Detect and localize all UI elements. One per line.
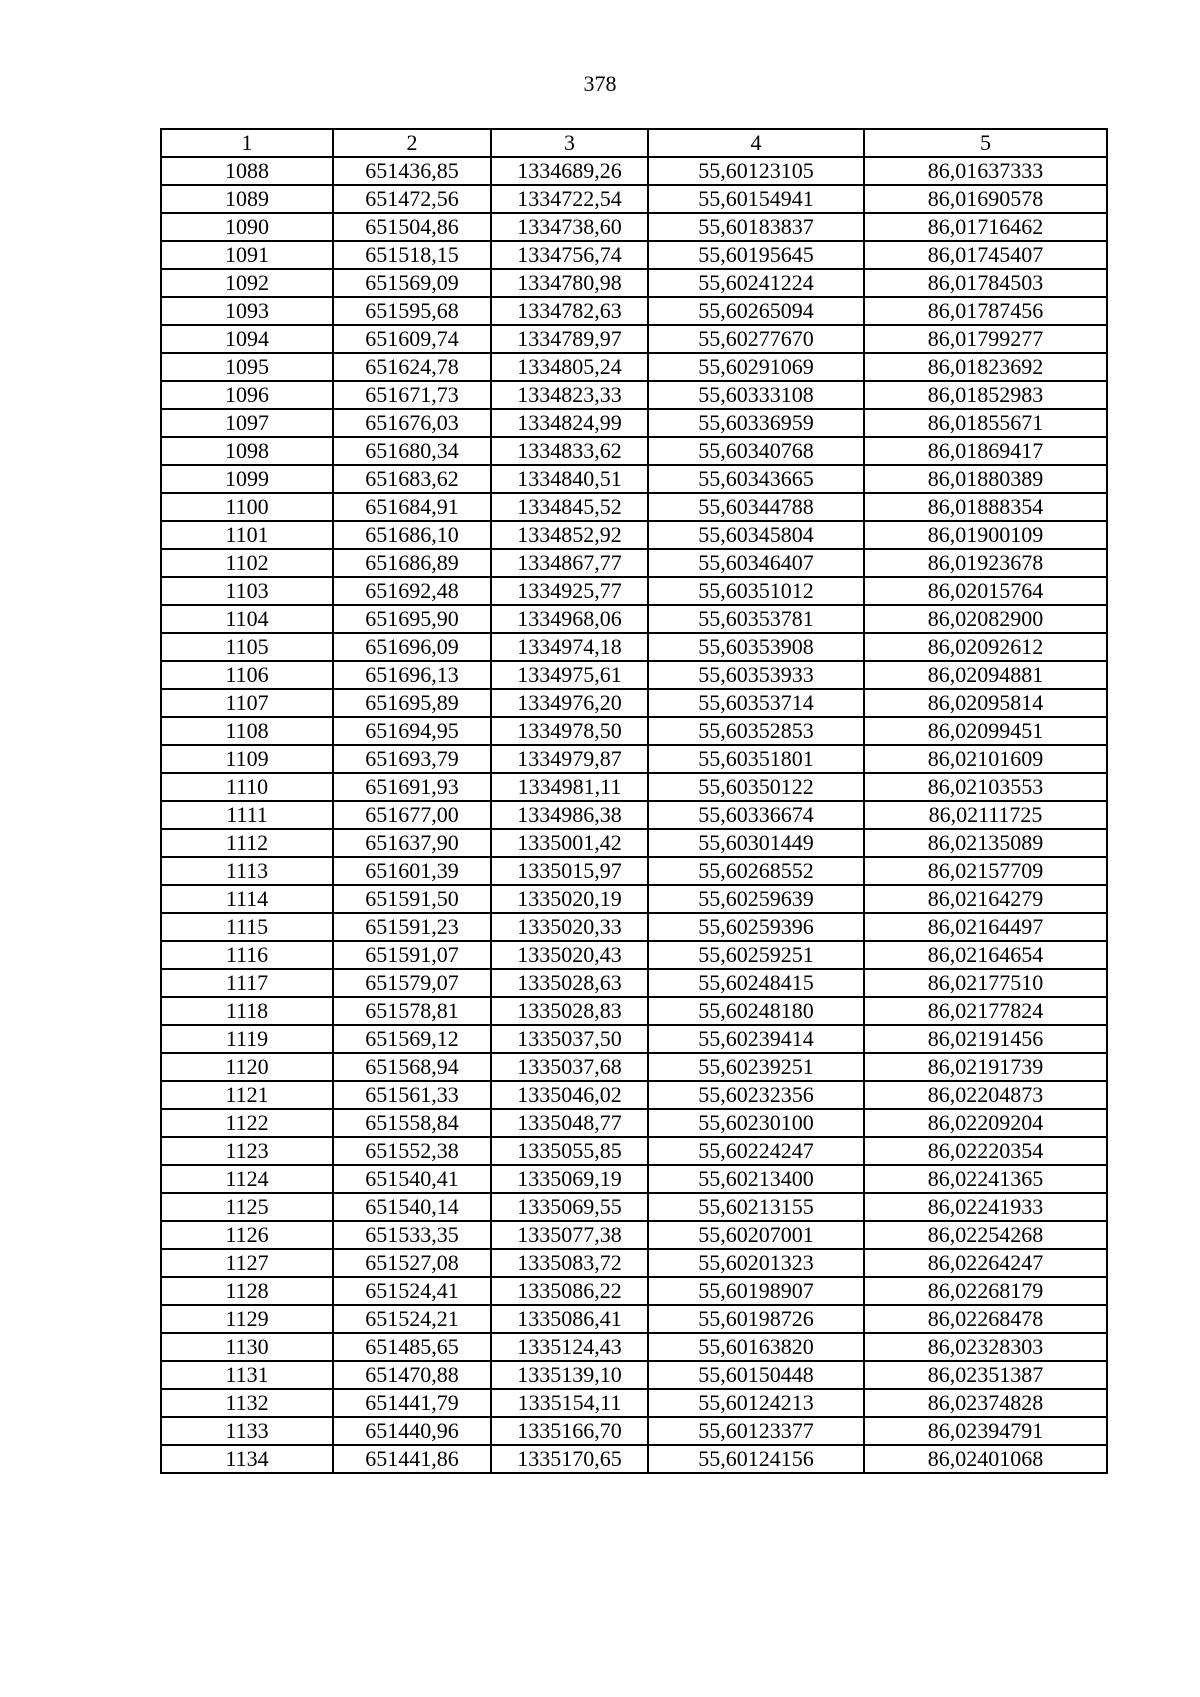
latitude-cell: 55,60340768 xyxy=(648,437,864,465)
x-coordinate-cell: 651527,08 xyxy=(333,1249,491,1277)
longitude-cell: 86,01880389 xyxy=(864,465,1107,493)
point-number-cell: 1109 xyxy=(161,745,333,773)
x-coordinate-cell: 651695,89 xyxy=(333,689,491,717)
x-coordinate-cell: 651671,73 xyxy=(333,381,491,409)
point-number-cell: 1117 xyxy=(161,969,333,997)
longitude-cell: 86,02191456 xyxy=(864,1025,1107,1053)
latitude-cell: 55,60232356 xyxy=(648,1081,864,1109)
longitude-cell: 86,01855671 xyxy=(864,409,1107,437)
longitude-cell: 86,02099451 xyxy=(864,717,1107,745)
point-number-cell: 1112 xyxy=(161,829,333,857)
latitude-cell: 55,60195645 xyxy=(648,241,864,269)
longitude-cell: 86,01690578 xyxy=(864,185,1107,213)
y-coordinate-cell: 1334867,77 xyxy=(491,549,648,577)
table-row xyxy=(161,829,1107,857)
x-coordinate-cell: 651533,35 xyxy=(333,1221,491,1249)
longitude-cell: 86,02177824 xyxy=(864,997,1107,1025)
column-header: 2 xyxy=(333,129,491,157)
table-row xyxy=(161,1277,1107,1305)
table-row xyxy=(161,185,1107,213)
y-coordinate-cell: 1335048,77 xyxy=(491,1109,648,1137)
table-row xyxy=(161,1249,1107,1277)
x-coordinate-cell: 651601,39 xyxy=(333,857,491,885)
point-number-cell: 1113 xyxy=(161,857,333,885)
table-row xyxy=(161,1221,1107,1249)
longitude-cell: 86,02394791 xyxy=(864,1417,1107,1445)
table-row xyxy=(161,633,1107,661)
point-number-cell: 1100 xyxy=(161,493,333,521)
page-number: 378 xyxy=(583,71,617,96)
latitude-cell: 55,60259639 xyxy=(648,885,864,913)
latitude-cell: 55,60265094 xyxy=(648,297,864,325)
y-coordinate-cell: 1334845,52 xyxy=(491,493,648,521)
longitude-cell: 86,02101609 xyxy=(864,745,1107,773)
y-coordinate-cell: 1334974,18 xyxy=(491,633,648,661)
latitude-cell: 55,60268552 xyxy=(648,857,864,885)
y-coordinate-cell: 1335086,41 xyxy=(491,1305,648,1333)
table-row xyxy=(161,521,1107,549)
point-number-cell: 1115 xyxy=(161,913,333,941)
x-coordinate-cell: 651470,88 xyxy=(333,1361,491,1389)
y-coordinate-cell: 1335124,43 xyxy=(491,1333,648,1361)
point-number-cell: 1132 xyxy=(161,1389,333,1417)
longitude-cell: 86,01799277 xyxy=(864,325,1107,353)
longitude-cell: 86,02220354 xyxy=(864,1137,1107,1165)
longitude-cell: 86,01888354 xyxy=(864,493,1107,521)
y-coordinate-cell: 1334968,06 xyxy=(491,605,648,633)
point-number-cell: 1096 xyxy=(161,381,333,409)
x-coordinate-cell: 651695,90 xyxy=(333,605,491,633)
point-number-cell: 1127 xyxy=(161,1249,333,1277)
y-coordinate-cell: 1335083,72 xyxy=(491,1249,648,1277)
y-coordinate-cell: 1334975,61 xyxy=(491,661,648,689)
y-coordinate-cell: 1335139,10 xyxy=(491,1361,648,1389)
latitude-cell: 55,60123377 xyxy=(648,1417,864,1445)
longitude-cell: 86,02082900 xyxy=(864,605,1107,633)
point-number-cell: 1106 xyxy=(161,661,333,689)
y-coordinate-cell: 1334925,77 xyxy=(491,577,648,605)
table-row xyxy=(161,1445,1107,1473)
table-row xyxy=(161,157,1107,185)
x-coordinate-cell: 651540,14 xyxy=(333,1193,491,1221)
table-row xyxy=(161,1109,1107,1137)
x-coordinate-cell: 651624,78 xyxy=(333,353,491,381)
y-coordinate-cell: 1335077,38 xyxy=(491,1221,648,1249)
x-coordinate-cell: 651568,94 xyxy=(333,1053,491,1081)
table-row xyxy=(161,1193,1107,1221)
x-coordinate-cell: 651595,68 xyxy=(333,297,491,325)
x-coordinate-cell: 651676,03 xyxy=(333,409,491,437)
table-row xyxy=(161,857,1107,885)
longitude-cell: 86,02111725 xyxy=(864,801,1107,829)
table-row xyxy=(161,913,1107,941)
y-coordinate-cell: 1335086,22 xyxy=(491,1277,648,1305)
y-coordinate-cell: 1335046,02 xyxy=(491,1081,648,1109)
y-coordinate-cell: 1335020,43 xyxy=(491,941,648,969)
y-coordinate-cell: 1335170,65 xyxy=(491,1445,648,1473)
point-number-cell: 1134 xyxy=(161,1445,333,1473)
table-row xyxy=(161,213,1107,241)
table-row xyxy=(161,1305,1107,1333)
table-row xyxy=(161,493,1107,521)
longitude-cell: 86,02094881 xyxy=(864,661,1107,689)
latitude-cell: 55,60230100 xyxy=(648,1109,864,1137)
x-coordinate-cell: 651540,41 xyxy=(333,1165,491,1193)
table-body xyxy=(161,157,1107,1473)
x-coordinate-cell: 651696,09 xyxy=(333,633,491,661)
y-coordinate-cell: 1335055,85 xyxy=(491,1137,648,1165)
latitude-cell: 55,60201323 xyxy=(648,1249,864,1277)
y-coordinate-cell: 1335028,83 xyxy=(491,997,648,1025)
longitude-cell: 86,02209204 xyxy=(864,1109,1107,1137)
latitude-cell: 55,60241224 xyxy=(648,269,864,297)
table-row xyxy=(161,1389,1107,1417)
x-coordinate-cell: 651558,84 xyxy=(333,1109,491,1137)
x-coordinate-cell: 651436,85 xyxy=(333,157,491,185)
x-coordinate-cell: 651591,50 xyxy=(333,885,491,913)
longitude-cell: 86,02328303 xyxy=(864,1333,1107,1361)
latitude-cell: 55,60345804 xyxy=(648,521,864,549)
x-coordinate-cell: 651524,41 xyxy=(333,1277,491,1305)
latitude-cell: 55,60353714 xyxy=(648,689,864,717)
point-number-cell: 1092 xyxy=(161,269,333,297)
table-header-row xyxy=(161,129,1107,157)
x-coordinate-cell: 651524,21 xyxy=(333,1305,491,1333)
y-coordinate-cell: 1334824,99 xyxy=(491,409,648,437)
latitude-cell: 55,60351801 xyxy=(648,745,864,773)
table-row xyxy=(161,661,1107,689)
point-number-cell: 1090 xyxy=(161,213,333,241)
point-number-cell: 1124 xyxy=(161,1165,333,1193)
point-number-cell: 1121 xyxy=(161,1081,333,1109)
longitude-cell: 86,02095814 xyxy=(864,689,1107,717)
point-number-cell: 1091 xyxy=(161,241,333,269)
y-coordinate-cell: 1334689,26 xyxy=(491,157,648,185)
table-row xyxy=(161,941,1107,969)
x-coordinate-cell: 651518,15 xyxy=(333,241,491,269)
point-number-cell: 1128 xyxy=(161,1277,333,1305)
x-coordinate-cell: 651683,62 xyxy=(333,465,491,493)
y-coordinate-cell: 1334979,87 xyxy=(491,745,648,773)
longitude-cell: 86,02164279 xyxy=(864,885,1107,913)
y-coordinate-cell: 1334978,50 xyxy=(491,717,648,745)
y-coordinate-cell: 1335015,97 xyxy=(491,857,648,885)
x-coordinate-cell: 651578,81 xyxy=(333,997,491,1025)
longitude-cell: 86,02264247 xyxy=(864,1249,1107,1277)
longitude-cell: 86,01900109 xyxy=(864,521,1107,549)
latitude-cell: 55,60259251 xyxy=(648,941,864,969)
longitude-cell: 86,02268179 xyxy=(864,1277,1107,1305)
longitude-cell: 86,01852983 xyxy=(864,381,1107,409)
x-coordinate-cell: 651552,38 xyxy=(333,1137,491,1165)
longitude-cell: 86,01823692 xyxy=(864,353,1107,381)
point-number-cell: 1103 xyxy=(161,577,333,605)
latitude-cell: 55,60248180 xyxy=(648,997,864,1025)
longitude-cell: 86,02135089 xyxy=(864,829,1107,857)
latitude-cell: 55,60213400 xyxy=(648,1165,864,1193)
y-coordinate-cell: 1335020,19 xyxy=(491,885,648,913)
longitude-cell: 86,02374828 xyxy=(864,1389,1107,1417)
y-coordinate-cell: 1335001,42 xyxy=(491,829,648,857)
column-header: 4 xyxy=(648,129,864,157)
point-number-cell: 1130 xyxy=(161,1333,333,1361)
table-row xyxy=(161,353,1107,381)
latitude-cell: 55,60353908 xyxy=(648,633,864,661)
table-row xyxy=(161,1417,1107,1445)
table-row xyxy=(161,605,1107,633)
point-number-cell: 1107 xyxy=(161,689,333,717)
latitude-cell: 55,60336959 xyxy=(648,409,864,437)
y-coordinate-cell: 1334833,62 xyxy=(491,437,648,465)
table-row xyxy=(161,577,1107,605)
x-coordinate-cell: 651686,89 xyxy=(333,549,491,577)
latitude-cell: 55,60351012 xyxy=(648,577,864,605)
latitude-cell: 55,60259396 xyxy=(648,913,864,941)
longitude-cell: 86,02191739 xyxy=(864,1053,1107,1081)
table-row xyxy=(161,1361,1107,1389)
point-number-cell: 1089 xyxy=(161,185,333,213)
x-coordinate-cell: 651441,79 xyxy=(333,1389,491,1417)
point-number-cell: 1111 xyxy=(161,801,333,829)
point-number-cell: 1101 xyxy=(161,521,333,549)
x-coordinate-cell: 651441,86 xyxy=(333,1445,491,1473)
x-coordinate-cell: 651691,93 xyxy=(333,773,491,801)
table-row xyxy=(161,885,1107,913)
longitude-cell: 86,01784503 xyxy=(864,269,1107,297)
y-coordinate-cell: 1335166,70 xyxy=(491,1417,648,1445)
x-coordinate-cell: 651696,13 xyxy=(333,661,491,689)
y-coordinate-cell: 1335037,68 xyxy=(491,1053,648,1081)
longitude-cell: 86,01923678 xyxy=(864,549,1107,577)
point-number-cell: 1088 xyxy=(161,157,333,185)
x-coordinate-cell: 651693,79 xyxy=(333,745,491,773)
table-row xyxy=(161,269,1107,297)
latitude-cell: 55,60150448 xyxy=(648,1361,864,1389)
x-coordinate-cell: 651472,56 xyxy=(333,185,491,213)
latitude-cell: 55,60346407 xyxy=(648,549,864,577)
longitude-cell: 86,02401068 xyxy=(864,1445,1107,1473)
x-coordinate-cell: 651694,95 xyxy=(333,717,491,745)
point-number-cell: 1114 xyxy=(161,885,333,913)
y-coordinate-cell: 1334852,92 xyxy=(491,521,648,549)
table-row xyxy=(161,689,1107,717)
x-coordinate-cell: 651485,65 xyxy=(333,1333,491,1361)
longitude-cell: 86,01787456 xyxy=(864,297,1107,325)
latitude-cell: 55,60124156 xyxy=(648,1445,864,1473)
y-coordinate-cell: 1334789,97 xyxy=(491,325,648,353)
latitude-cell: 55,60336674 xyxy=(648,801,864,829)
table-row xyxy=(161,325,1107,353)
latitude-cell: 55,60301449 xyxy=(648,829,864,857)
y-coordinate-cell: 1335028,63 xyxy=(491,969,648,997)
x-coordinate-cell: 651440,96 xyxy=(333,1417,491,1445)
y-coordinate-cell: 1335020,33 xyxy=(491,913,648,941)
x-coordinate-cell: 651579,07 xyxy=(333,969,491,997)
column-header: 1 xyxy=(161,129,333,157)
latitude-cell: 55,60224247 xyxy=(648,1137,864,1165)
table-row xyxy=(161,745,1107,773)
latitude-cell: 55,60154941 xyxy=(648,185,864,213)
point-number-cell: 1093 xyxy=(161,297,333,325)
y-coordinate-cell: 1334756,74 xyxy=(491,241,648,269)
y-coordinate-cell: 1334976,20 xyxy=(491,689,648,717)
y-coordinate-cell: 1334986,38 xyxy=(491,801,648,829)
point-number-cell: 1129 xyxy=(161,1305,333,1333)
latitude-cell: 55,60352853 xyxy=(648,717,864,745)
table-row xyxy=(161,241,1107,269)
point-number-cell: 1123 xyxy=(161,1137,333,1165)
x-coordinate-cell: 651680,34 xyxy=(333,437,491,465)
longitude-cell: 86,02164497 xyxy=(864,913,1107,941)
x-coordinate-cell: 651561,33 xyxy=(333,1081,491,1109)
point-number-cell: 1122 xyxy=(161,1109,333,1137)
x-coordinate-cell: 651637,90 xyxy=(333,829,491,857)
x-coordinate-cell: 651569,09 xyxy=(333,269,491,297)
point-number-cell: 1131 xyxy=(161,1361,333,1389)
longitude-cell: 86,01869417 xyxy=(864,437,1107,465)
x-coordinate-cell: 651591,23 xyxy=(333,913,491,941)
table-row xyxy=(161,437,1107,465)
x-coordinate-cell: 651677,00 xyxy=(333,801,491,829)
point-number-cell: 1094 xyxy=(161,325,333,353)
y-coordinate-cell: 1334782,63 xyxy=(491,297,648,325)
point-number-cell: 1104 xyxy=(161,605,333,633)
point-number-cell: 1116 xyxy=(161,941,333,969)
table-header xyxy=(161,129,1107,157)
latitude-cell: 55,60198726 xyxy=(648,1305,864,1333)
x-coordinate-cell: 651692,48 xyxy=(333,577,491,605)
table-row xyxy=(161,1081,1107,1109)
y-coordinate-cell: 1334722,54 xyxy=(491,185,648,213)
latitude-cell: 55,60248415 xyxy=(648,969,864,997)
table-row xyxy=(161,381,1107,409)
point-number-cell: 1126 xyxy=(161,1221,333,1249)
longitude-cell: 86,01745407 xyxy=(864,241,1107,269)
point-number-cell: 1099 xyxy=(161,465,333,493)
latitude-cell: 55,60213155 xyxy=(648,1193,864,1221)
latitude-cell: 55,60350122 xyxy=(648,773,864,801)
x-coordinate-cell: 651569,12 xyxy=(333,1025,491,1053)
latitude-cell: 55,60207001 xyxy=(648,1221,864,1249)
longitude-cell: 86,02241365 xyxy=(864,1165,1107,1193)
point-number-cell: 1120 xyxy=(161,1053,333,1081)
longitude-cell: 86,02157709 xyxy=(864,857,1107,885)
y-coordinate-cell: 1335037,50 xyxy=(491,1025,648,1053)
table-row xyxy=(161,1165,1107,1193)
longitude-cell: 86,01716462 xyxy=(864,213,1107,241)
longitude-cell: 86,02103553 xyxy=(864,773,1107,801)
point-number-cell: 1097 xyxy=(161,409,333,437)
table-row xyxy=(161,297,1107,325)
latitude-cell: 55,60239251 xyxy=(648,1053,864,1081)
latitude-cell: 55,60353781 xyxy=(648,605,864,633)
longitude-cell: 86,02241933 xyxy=(864,1193,1107,1221)
latitude-cell: 55,60163820 xyxy=(648,1333,864,1361)
table-row xyxy=(161,717,1107,745)
y-coordinate-cell: 1334780,98 xyxy=(491,269,648,297)
latitude-cell: 55,60198907 xyxy=(648,1277,864,1305)
table-row xyxy=(161,801,1107,829)
latitude-cell: 55,60344788 xyxy=(648,493,864,521)
latitude-cell: 55,60124213 xyxy=(648,1389,864,1417)
table-row xyxy=(161,969,1107,997)
y-coordinate-cell: 1334981,11 xyxy=(491,773,648,801)
y-coordinate-cell: 1335069,19 xyxy=(491,1165,648,1193)
table-row xyxy=(161,409,1107,437)
x-coordinate-cell: 651504,86 xyxy=(333,213,491,241)
column-header: 3 xyxy=(491,129,648,157)
point-number-cell: 1110 xyxy=(161,773,333,801)
x-coordinate-cell: 651684,91 xyxy=(333,493,491,521)
table-row xyxy=(161,1053,1107,1081)
y-coordinate-cell: 1335154,11 xyxy=(491,1389,648,1417)
table-row xyxy=(161,1137,1107,1165)
point-number-cell: 1133 xyxy=(161,1417,333,1445)
longitude-cell: 86,02268478 xyxy=(864,1305,1107,1333)
y-coordinate-cell: 1334738,60 xyxy=(491,213,648,241)
table-row xyxy=(161,1025,1107,1053)
y-coordinate-cell: 1334823,33 xyxy=(491,381,648,409)
longitude-cell: 86,02204873 xyxy=(864,1081,1107,1109)
latitude-cell: 55,60291069 xyxy=(648,353,864,381)
table-row xyxy=(161,997,1107,1025)
y-coordinate-cell: 1334805,24 xyxy=(491,353,648,381)
longitude-cell: 86,02351387 xyxy=(864,1361,1107,1389)
y-coordinate-cell: 1335069,55 xyxy=(491,1193,648,1221)
longitude-cell: 86,02177510 xyxy=(864,969,1107,997)
point-number-cell: 1105 xyxy=(161,633,333,661)
latitude-cell: 55,60183837 xyxy=(648,213,864,241)
longitude-cell: 86,02092612 xyxy=(864,633,1107,661)
table-row xyxy=(161,549,1107,577)
x-coordinate-cell: 651686,10 xyxy=(333,521,491,549)
x-coordinate-cell: 651591,07 xyxy=(333,941,491,969)
coordinates-table xyxy=(160,128,1108,1474)
latitude-cell: 55,60123105 xyxy=(648,157,864,185)
latitude-cell: 55,60239414 xyxy=(648,1025,864,1053)
point-number-cell: 1095 xyxy=(161,353,333,381)
latitude-cell: 55,60353933 xyxy=(648,661,864,689)
longitude-cell: 86,02254268 xyxy=(864,1221,1107,1249)
point-number-cell: 1102 xyxy=(161,549,333,577)
table-row xyxy=(161,1333,1107,1361)
point-number-cell: 1118 xyxy=(161,997,333,1025)
latitude-cell: 55,60333108 xyxy=(648,381,864,409)
longitude-cell: 86,02164654 xyxy=(864,941,1107,969)
column-header: 5 xyxy=(864,129,1107,157)
x-coordinate-cell: 651609,74 xyxy=(333,325,491,353)
point-number-cell: 1098 xyxy=(161,437,333,465)
longitude-cell: 86,01637333 xyxy=(864,157,1107,185)
point-number-cell: 1125 xyxy=(161,1193,333,1221)
y-coordinate-cell: 1334840,51 xyxy=(491,465,648,493)
latitude-cell: 55,60343665 xyxy=(648,465,864,493)
point-number-cell: 1108 xyxy=(161,717,333,745)
table-row xyxy=(161,773,1107,801)
latitude-cell: 55,60277670 xyxy=(648,325,864,353)
longitude-cell: 86,02015764 xyxy=(864,577,1107,605)
table-row xyxy=(161,465,1107,493)
point-number-cell: 1119 xyxy=(161,1025,333,1053)
